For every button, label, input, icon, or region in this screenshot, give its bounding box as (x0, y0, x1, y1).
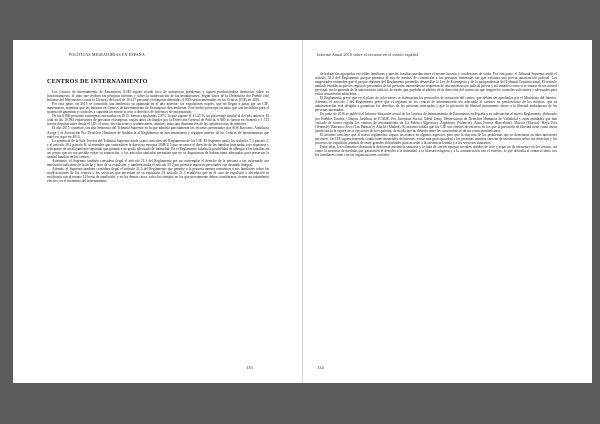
paragraph: Además, el Supremo también considera ilegal el artículo 21.3 del Reglamento que permite a la persona interna comunicar a sus familiares sobre las modificaciones de los centros y los servicios que necesiten en su expulsión. El artículo 21.3 establecía que en el caso de expulsión o devolución se notificaría con al menos 12 horas de antelación, y en los demás casos, salvo los tiempos en los que previamente deben considerarse, tienen un tratamiento efectivo en el momento del internamiento. (47, 166, 269, 184)
paragraph: Asimismo, el Supremo también considera ilegal el artículo 21.3 del Reglamento por no contemplar el derecho de la persona a ser informada con antelación suficiente de la fecha y hora de su expulsión, y también anula el artículo 55.2 por permitir registros personales con desnudo integral. (47, 158, 269, 167)
left-page (13, 40, 303, 383)
paragraph: El año 2015 comenzó con una Sentencia del Tribunal Supremo en la que admitió parcialmente los recursos presentados por SOS Racismo, Andalucía Acoge y la Asociación Pro Derechos Humanos de Andalucía al Reglamento de funcionamiento y régimen interior de los Centros de Internamiento que entró en vigor en 2014. (47, 126, 269, 139)
paragraph: Los Centros de Internamiento de Extranjeros (CIE) siguen siendo foco de numerosos problemas y siguen produciéndose denuncias sobre su funcionamiento, el trato que reciben las personas internas y sobre la inadecuación de las instalaciones. Según datos de la Defensoría del Pueblo (del Informe del Mecanismo contra la Tortura), del total de 10.127 personas extranjeras detenidas, 6.930 fueron internadas en los Centros (CIE) en 2016. (47, 90, 269, 103)
running-header: Informe Anual 2016 sobre el racismo en el estado español (317, 52, 419, 57)
page-body (315, 72, 557, 157)
paragraph: De las 6.930 personas extranjeras internadas en 2015, fueron expulsadas 2.871, lo que supone el 41,43 %, un porcentaje similar al del año anterior. El total de las 10.994 expulsiones de personas extranjeras, según datos facilitados por la Dirección General de Policía, 6.869 lo fueron en frontera y 1.723 fueron deportaciones desde el CIE; el resto, devoluciones y readmisiones; además, hubo una disminución de las repatriaciones de menores. (47, 114, 269, 127)
section-heading: CENTROS DE INTERNAMIENTO (47, 78, 148, 85)
running-header: POLÍTICAS MIGRATORIAS EN ESPAÑA (69, 52, 145, 57)
page-number: 134 (317, 365, 324, 370)
paragraph: Por otra parte, en 2015 se consolidó una tendencia ya apuntada en el año anterior: las expulsiones exprés, que no llegan a pasar por un CIE, aumentaron, mientras que las internas en Centros de Internamiento de Extranjeros descendieron. Este hecho preocupa en tanto que son invisibles para el sistema de garantías y controles y suponen un menor acceso a derechos de defensa y de información. (47, 102, 269, 115)
document-spread (13, 40, 592, 383)
page-body (47, 80, 269, 183)
paragraph: En junio de 2016 se publicó el Informe Situación actual de los Centros de Internamiento de Extranjeros en España y su adecuación al nuevo Reglamento, elaborado por Pueblos Unidos, Clínicas Jurídicas de ICADE, Pro Juventute Social, Ödeal Unity, Observatorio de Derechos Humanos de Valladolid y otras entidades que han visitado de forma regular los centros de internamiento de La Piñera (Algeciras), Zapadores (Valencia), Zona Franca (Barcelona), Murcia (Murcia), Hoya Fría (Tenerife), Barranco Seco (Las Palmas) y Aluche (Madrid). El informe señala que los CIE son centros de encierro en los que la privación de libertad tiene como única justificación la espera de la ejecución de la expulsión, de modo que no debería tener las características de un centro penitenciario. (315, 112, 557, 133)
page-number: 133 (246, 365, 253, 370)
paragraph: El Reglamento prevé que en el plazo de ocho meses se elaborarían los protocolos de actuación del centro, que debían ser aprobados por el Ministerio del Interior. Además, el artículo 1 del Reglamento prevé que el régimen de los centros de internamiento sea adecuado al carácter no penitenciario de los mismos, que su administración esté dirigida a garantizar los derechos de las personas internadas y que la privación de libertad únicamente afecte a la libertad ambulatoria de las personas internadas. (315, 96, 557, 113)
paragraph: Entre ellas, los voluntarios destacan la deficiente asistencia sanitaria y la falta de ciertos equipos sociales, medios de ocio y espacios de encuentro en los centros, así como la ausencia de medidas que garanticen el derecho a la intimidad, a la libertad religiosa y a la comunicación con el exterior, lo que dificulta el contacto tanto con los familiares como con las organizaciones sociales. (315, 144, 557, 157)
paragraph: El informe concluye que el nuevo reglamento supuso un avance en algunos aspectos, pero que la mayoría de los problemas que se detectaron en años anteriores persisten: los CIE siguen teniendo condiciones materiales deficientes, existe una gran opacidad y las personas internas carecen de información sobre sus derechos y los procesos de expulsión, además de tener grandes dificultades para acceder a la asistencia letrada y a los servicios sanitarios. (315, 132, 557, 145)
paragraph: La sentencia de la Sala Tercera del Tribunal Supremo anula cuatro artículos del Reglamento de los CIE. El Supremo anula los artículos 7.3 párrafo 2, y el artículo 16.2 párrafo K, al entender que contradicen la directiva europea 2008/115 que reconoce el derecho de las familias internadas a no separarse y a disponer de un alojamiento separado que garantice un grado adecuado de intimidad. En el Reglamento faltaba la posibilidad de albergar a las familias en un centro que no era posible evitar su separación, y los artículos anulados permitían que no se dispusieran de habitaciones adecuadas para preservar la unidad familiar en los centros. (47, 138, 269, 159)
paragraph: de habitación agrupados en celdas familiares y que las familias puedan tener el mismo horario y condiciones de visita. Por otra parte, el Tribunal Supremo anuló el artículo 55.2 del Reglamento porque permitía el uso de medios de contención a las personas internadas sin que existiera una previa autorización judicial. Los magistrados entienden que el propio régimen del Reglamento pretendía desarrollar la Ley de Extranjería y de la jurisprudencia del Tribunal Constitucional. El artículo anulado establecía que los registros personales de las personas internadas no requerían de una autorización judicial previa y así tratarlos como si se tratase de un control personal, sin la garantía de la autorización judicial, de modo que quedaba al arbitrio de la dirección del centro sin que tengan los controles suficientes y adecuados para evitar actuaciones arbitrarias. (315, 72, 557, 97)
right-page (303, 40, 592, 383)
